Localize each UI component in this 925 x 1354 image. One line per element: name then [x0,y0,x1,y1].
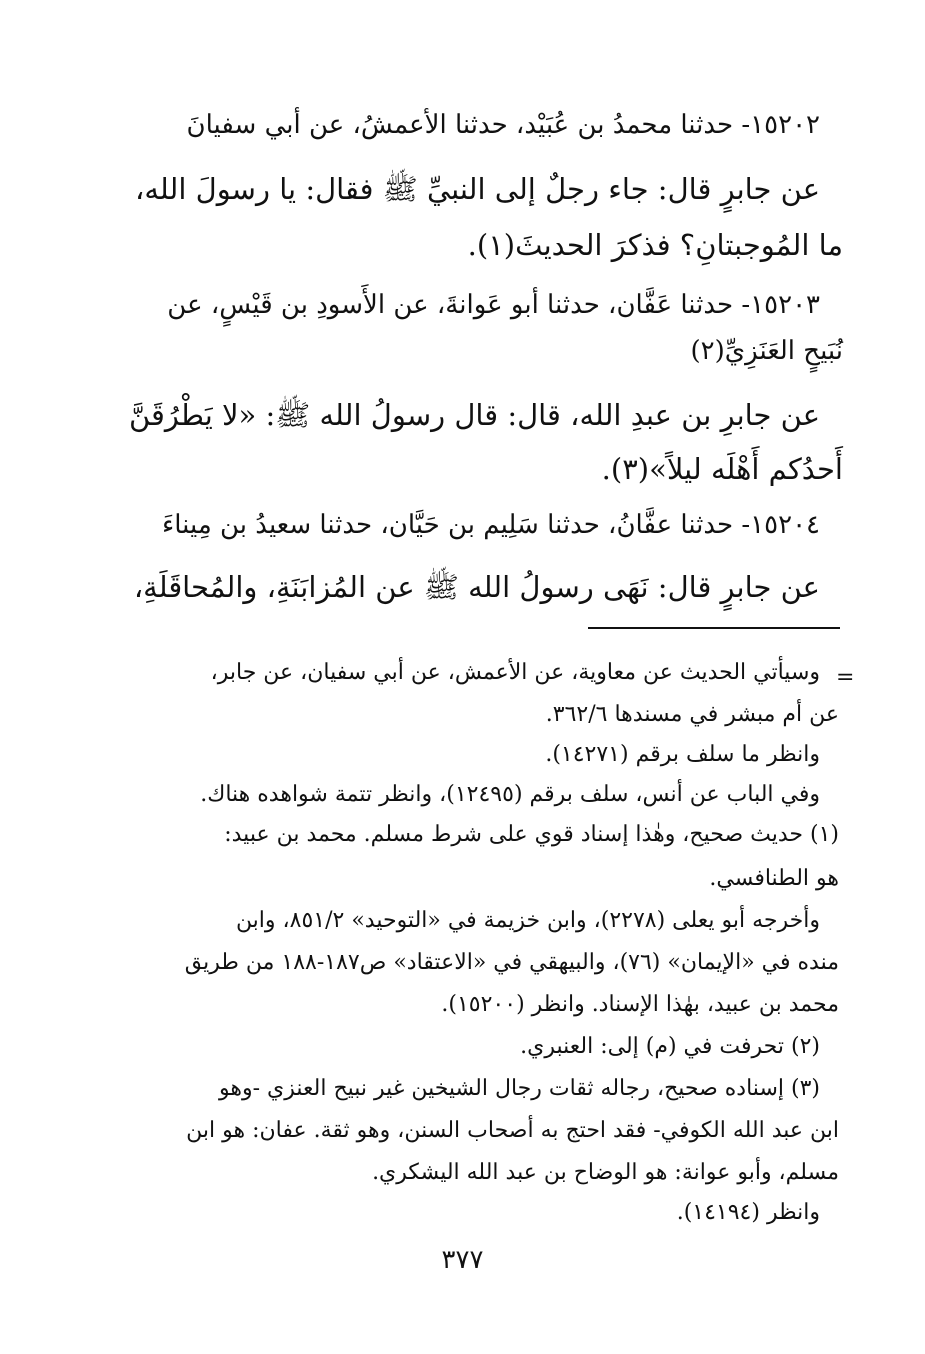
hadith-15203-line-4: أَحدُكم أَهْلَه ليلاً»(٣). [601,452,843,486]
footnote-line-4: وفي الباب عن أنس، سلف برقم (١٢٤٩٥)، وانظر تتمة شواهده هناك. [200,782,820,807]
footnote-3-line-3: مسلم، وأبو عوانة: هو الوضاح بن عبد الله اليشكري. [372,1160,839,1185]
hadith-15202-line-3: ما المُوجبتانِ؟ فذكرَ الحديثَ(١). [467,228,843,262]
hadith-15203-line-3: عن جابرِ بن عبدِ الله، قال: قال رسولُ الله ﷺ: «لا يَطْرُقَنَّ [128,398,820,432]
footnote-1-line-5: محمد بن عبيد، بهٰذا الإسناد. وانظر (١٥٢٠٠). [441,992,839,1017]
footnote-1-line-3: وأخرجه أبو يعلى (٢٢٧٨)، وابن خزيمة في «التوحيد» ٨٥١/٢، وابن [235,908,820,933]
footnote-1-line-1: (١) حديث صحيح، وهٰذا إسناد قوي على شرط مسلم. محمد بن عبيد: [224,822,839,847]
footnote-line-3: وانظر ما سلف برقم (١٤٢٧١). [545,742,820,767]
footnote-separator [588,627,840,629]
hadith-15203-line-1: ١٥٢٠٣- حدثنا عَفَّان، حدثنا أبو عَوانةَ، عن الأَسودِ بن قَيْسٍ، عن [167,290,820,320]
footnote-line-2: عن أم مبشر في مسندها ٣٦٢/٦. [545,702,839,727]
footnote-line-1: وسيأتي الحديث عن معاوية، عن الأعمش، عن أبي سفيان، عن جابر، [210,660,820,685]
footnote-1-line-4: منده في «الإيمان» (٧٦)، والبيهقي في «الاعتقاد» ص١٨٧-١٨٨ من طريق [184,950,839,975]
hadith-15204-line-1: ١٥٢٠٤- حدثنا عفَّانُ، حدثنا سَلِيم بن حَيَّان، حدثنا سعيدُ بن مِيناءَ [161,510,820,540]
page-number: ٣٧٧ [441,1245,484,1275]
hadith-15204-line-2: عن جابرٍ قال: نَهَى رسولُ الله ﷺ عن المُزابَنَةِ، والمُحاقَلَةِ، [133,570,820,604]
footnote-1-line-2: هو الطنافسي. [709,866,839,891]
footnote-2: (٢) تحرفت في (م) إلى: العنبري. [520,1034,820,1059]
continuation-mark: = [836,665,855,690]
hadith-15202-line-1: ١٥٢٠٢- حدثنا محمدُ بن عُبَيْد، حدثنا الأعمشُ، عن أبي سفيانَ [186,110,820,140]
hadith-15202-line-2: عن جابرٍ قال: جاء رجلٌ إلى النبيِّ ﷺ فقال: يا رسولَ الله، [135,172,820,206]
footnote-3-line-4: وانظر (١٤١٩٤). [676,1200,820,1225]
hadith-15203-line-2: نُبَيحٍ العَنَزِيِّ(٢) [690,336,843,366]
footnote-3-line-1: (٣) إسناده صحيح، رجاله ثقات رجال الشيخين غير نبيح العنزي -وهو [219,1076,820,1101]
footnote-3-line-2: ابن عبد الله الكوفي- فقد احتج به أصحاب السنن، وهو ثقة. عفان: هو ابن [186,1118,839,1143]
